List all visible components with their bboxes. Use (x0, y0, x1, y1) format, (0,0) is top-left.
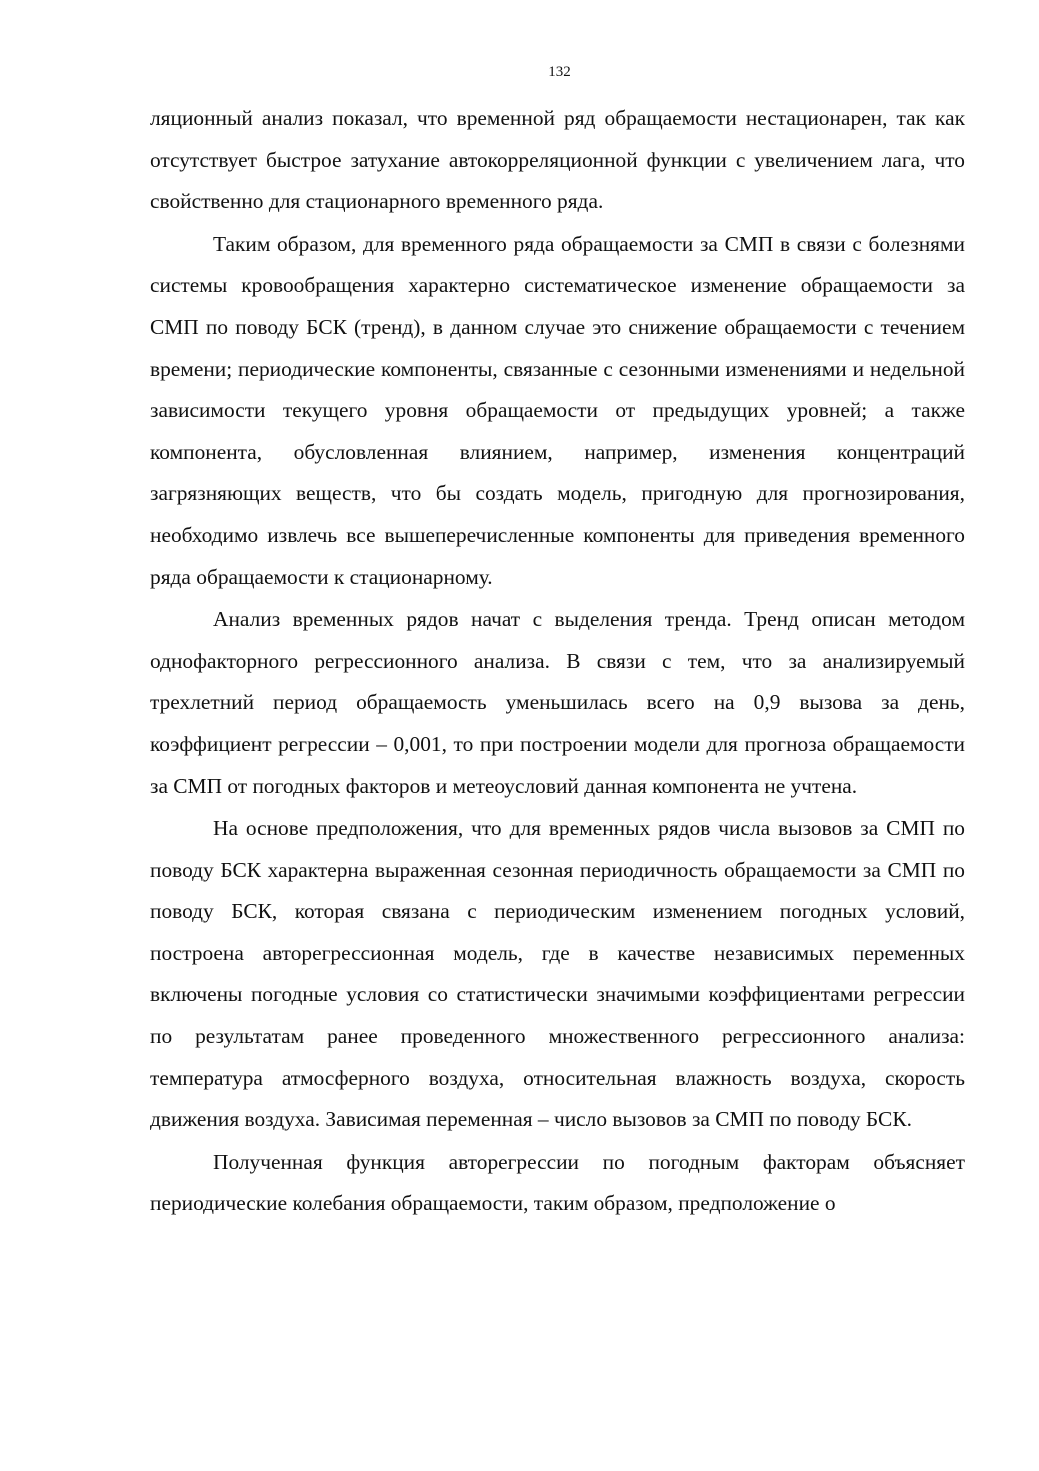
paragraph: Полученная функция авторегрессии по погодным факторам объясняет периодические колебания обращаемости, таким образом, предположение о (150, 1149, 965, 1216)
paragraph: Таким образом, для временного ряда обращаемости за СМП в связи с болезнями системы кровообращения характерно систематическое изменение обращаемости за СМП по поводу БСК (тренд), в данном случае это снижение обращаемости с течением времени; периодические компоненты, связанные с сезонными изменениями и недельной зависимости текущего уровня обращаемости от предыдущих уровней; а также компонента, обусловленная влиянием, например, изменения концентраций загрязняющих веществ, что бы создать модель, пригодную для прогнозирования, необходимо извлечь все вышеперечисленные компоненты для приведения временного ряда обращаемости к стационарному. (150, 231, 965, 589)
paragraph-continuation: ляционный анализ показал, что временной ряд обращаемости нестационарен, так как отсутствует быстрое затухание автокорреляционной функции с увеличением лага, что свойственно для стационарного временного ряда. (150, 106, 965, 214)
document-body (150, 98, 965, 1225)
paragraph: На основе предположения, что для временных рядов числа вызовов за СМП по поводу БСК характерна выраженная сезонная периодичность обращаемости за СМП по поводу БСК, которая связана с периодическим изменением погодных условий, построена авторегрессионная модель, где в качестве независимых переменных включены погодные условия со статистически значимыми коэффициентами регрессии по результатам ранее проведенного множественного регрессионного анализа: температура атмосферного воздуха, относительная влажность воздуха, скорость движения воздуха. Зависимая переменная – число вызовов за СМП по поводу БСК. (150, 816, 965, 1132)
paragraph: Анализ временных рядов начат с выделения тренда. Тренд описан методом однофакторного регрессионного анализа. В связи с тем, что за анализируемый трехлетний период обращаемость уменьшилась всего на 0,9 вызова за день, коэффициент регрессии – 0,001, то при построении модели для прогноза обращаемости за СМП от погодных факторов и метеоусловий данная компонента не учтена. (150, 607, 965, 798)
page-number: 132 (548, 64, 571, 80)
